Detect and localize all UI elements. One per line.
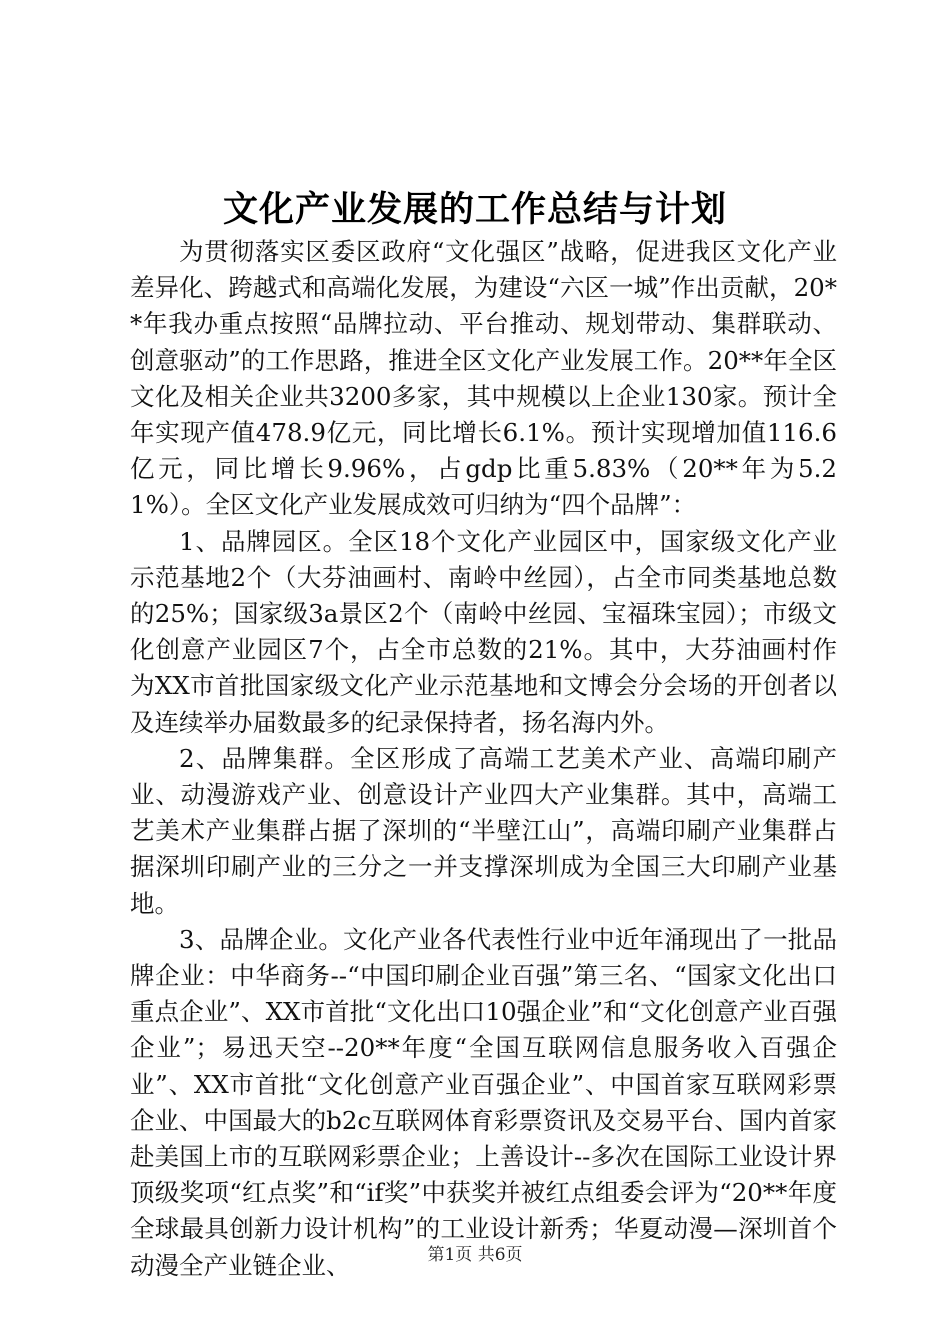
paragraph-brand-parks: 1、品牌园区。全区18个文化产业园区中，国家级文化产业示范基地2个（大芬油画村、南岭中丝园），占全市同类基地总数的25%；国家级3a景区2个（南岭中丝园、宝福珠宝园）；市级文化创意产业园区7个，占全市总数的21%。其中，大芬油画村作为XX市首批国家级文化产业示范基地和文博会分会场的开创者以及连续举办届数最多的纪录保持者，扬名海内外。 (130, 526, 837, 737)
document-title: 文化产业发展的工作总结与计划 (222, 190, 727, 230)
page-footer: 第1页 共6页 (427, 1245, 523, 1265)
paragraph-brand-enterprises: 3、品牌企业。文化产业各代表性行业中近年涌现出了一批品牌企业：中华商务--“中国印刷企业百强”第三名、“国家文化出口重点企业”、XX市首批“文化出口10强企业”和“文化创意产业百强企业”；易迅天空--20**年度“全国互联网信息服务收入百强企业”、XX市首批“文化创意产业百强企业”、中国首家互联网彩票企业、中国最大的b2c互联网体育彩票资讯及交易平台、国内首家赴美国上市的互联网彩票企业；上善设计--多次在国际工业设计界顶级奖项“红点奖”和“if奖”中获奖并被红点组委会评为“20**年度全球最具创新力设计机构”的工业设计新秀；华夏动漫—深圳首个动漫全产业链企业、 (130, 924, 837, 1280)
document-body (130, 234, 837, 1284)
paragraph-brand-clusters: 2、品牌集群。全区形成了高端工艺美术产业、高端印刷产业、动漫游戏产业、创意设计产业四大产业集群。其中，高端工艺美术产业集群占据了深圳的“半壁江山”，高端印刷产业集群占据深圳印刷产业的三分之一并支撑深圳成为全国三大印刷产业基地。 (130, 743, 837, 918)
paragraph-intro: 为贯彻落实区委区政府“文化强区”战略，促进我区文化产业差异化、跨越式和高端化发展，为建设“六区一城”作出贡献，20**年我办重点按照“品牌拉动、平台推动、规划带动、集群联动、创意驱动”的工作思路，推进全区文化产业发展工作。20**年全区文化及相关企业共3200多家，其中规模以上企业130家。预计全年实现产值478.9亿元，同比增长6.1%。预计实现增加值116.6亿元，同比增长9.96%，占gdp比重5.83%（20**年为5.21%）。全区文化产业发展成效可归纳为“四个品牌”： (130, 237, 837, 520)
